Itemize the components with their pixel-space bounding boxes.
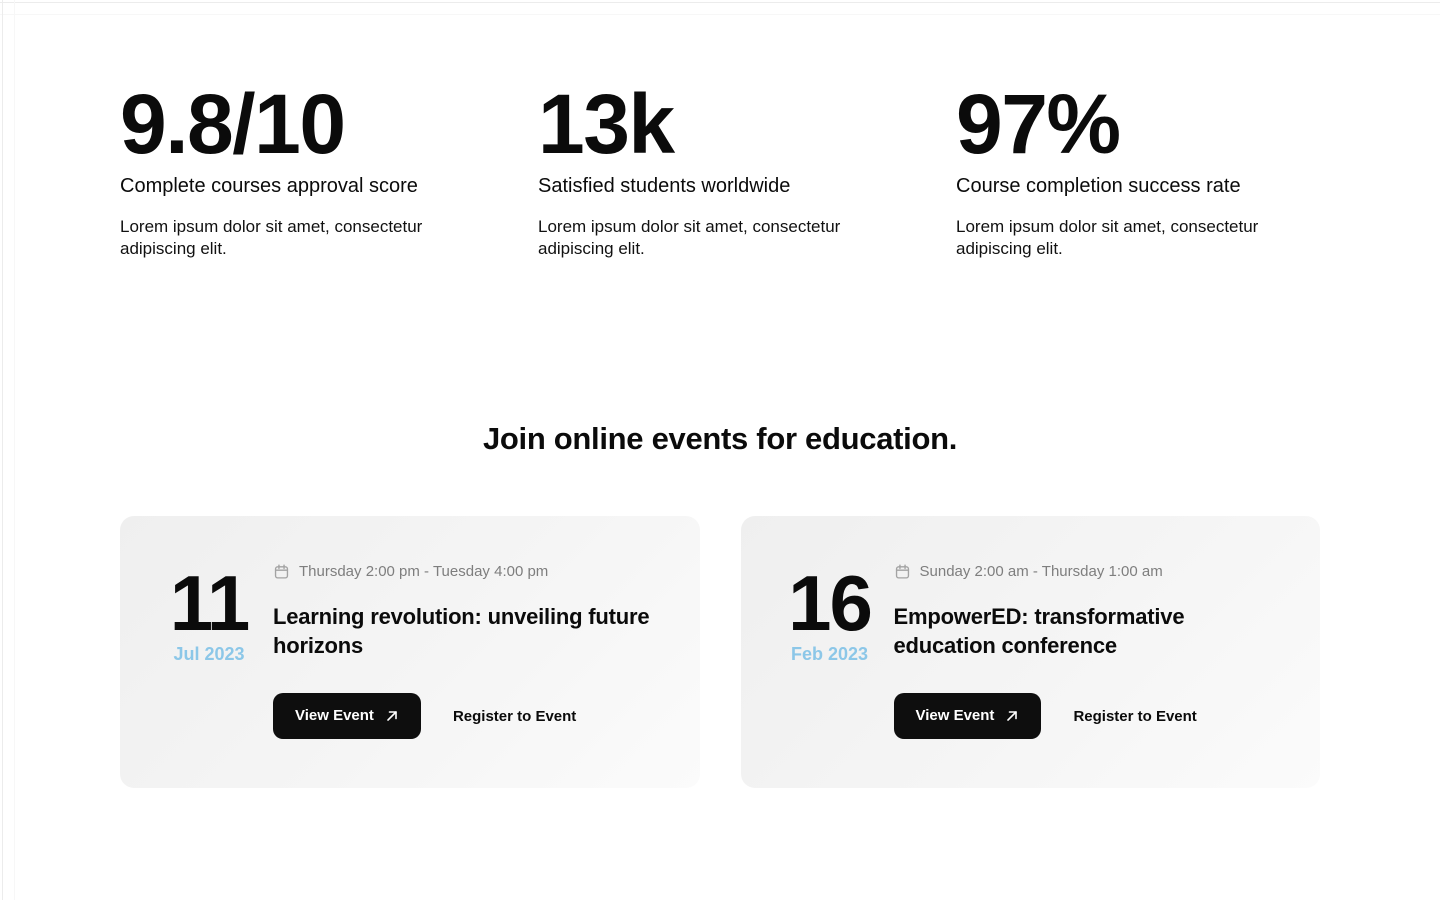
arrow-up-right-icon [385, 709, 399, 723]
stat-label: Satisfied students worldwide [538, 175, 791, 197]
page-content [120, 0, 1320, 788]
stat-label: Complete courses approval score [120, 175, 418, 197]
event-month-year: Feb 2023 [790, 644, 869, 665]
view-event-label: View Event [915, 707, 995, 725]
event-title: Learning revolution: unveiling future horizons [273, 604, 650, 659]
event-card [120, 516, 700, 788]
stat-value: 9.8/10 [120, 77, 345, 171]
event-day: 11 [169, 559, 249, 648]
event-title: EmpowerED: transformative education conference [893, 604, 1185, 659]
event-body [273, 561, 676, 788]
event-schedule: Sunday 2:00 am - Thursday 1:00 am [919, 563, 1163, 581]
register-to-event-link[interactable]: Register to Event [452, 707, 577, 725]
event-actions [894, 693, 1297, 739]
stat-description: Lorem ipsum dolor sit amet, consectetur adipiscing elit. [538, 217, 841, 259]
event-card [741, 516, 1321, 788]
stat-label: Course completion success rate [956, 175, 1241, 197]
event-month-year: Jul 2023 [173, 644, 245, 665]
stats-section [120, 0, 1320, 260]
event-actions [273, 693, 676, 739]
stat-approval-score [120, 77, 484, 260]
view-event-button[interactable] [894, 693, 1042, 739]
stat-description: Lorem ipsum dolor sit amet, consectetur adipiscing elit. [120, 217, 423, 259]
viewport-edge-line [2, 0, 3, 900]
event-schedule-row [273, 561, 676, 582]
calendar-icon [273, 563, 290, 580]
event-day: 16 [788, 559, 871, 648]
view-event-button[interactable] [273, 693, 421, 739]
stat-value: 13k [538, 77, 674, 171]
stat-value: 97% [956, 77, 1120, 171]
stat-description: Lorem ipsum dolor sit amet, consectetur adipiscing elit. [956, 217, 1259, 259]
events-section-heading: Join online events for education. [482, 421, 958, 457]
viewport-edge-line [0, 2, 1440, 3]
register-to-event-link[interactable]: Register to Event [1073, 707, 1197, 725]
stat-satisfied-students [538, 77, 902, 260]
view-event-label: View Event [295, 707, 374, 725]
arrow-up-right-icon [1005, 709, 1019, 723]
calendar-icon [894, 563, 911, 580]
stat-completion-rate [956, 77, 1320, 260]
event-date-block [166, 559, 252, 788]
event-schedule-row [894, 561, 1297, 582]
event-body [894, 561, 1297, 788]
events-card-list [120, 516, 1320, 788]
viewport-edge-line [14, 0, 15, 900]
viewport-edge-line [0, 14, 1440, 15]
event-date-block [787, 559, 873, 788]
event-schedule: Thursday 2:00 pm - Tuesday 4:00 pm [299, 563, 549, 581]
